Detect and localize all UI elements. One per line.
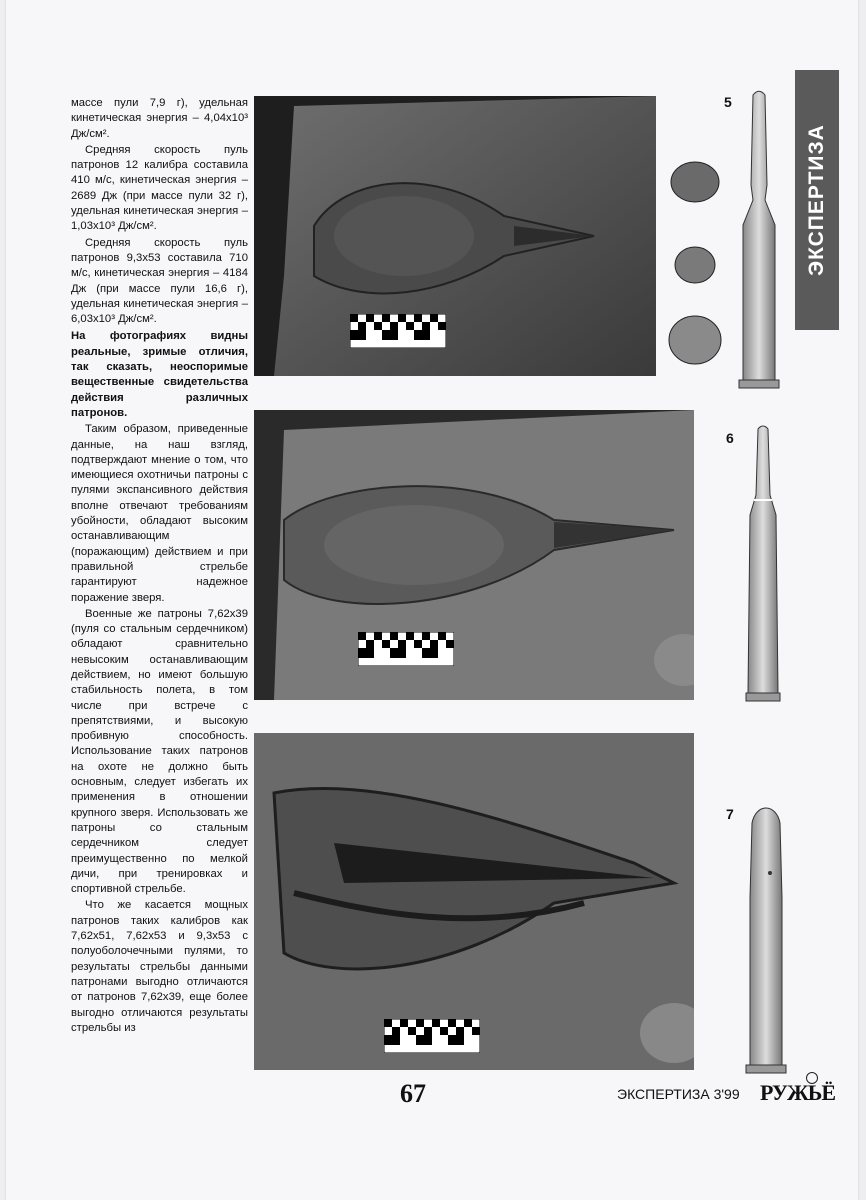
cartridge-illustration-6 [740, 425, 786, 703]
highlighted-paragraph: На фотографиях видны реальные, зримые отличия, так сказать, неоспоримые вещественные свидетельства действия различных патронов. [71, 330, 248, 419]
figure-number: 6 [726, 430, 734, 446]
section-tab [795, 70, 839, 330]
section-tab-label: ЭКСПЕРТИЗА [805, 124, 828, 276]
scale-ruler [384, 1019, 480, 1053]
article-text-column [71, 96, 248, 1036]
cartridge-illustration-7 [738, 803, 794, 1075]
figure-number: 5 [724, 94, 732, 110]
paragraph: массе пули 7,9 г), удельная кинетическая энергия – 4,04х10³ Дж/см². [71, 97, 248, 140]
paragraph: Что же касается мощных патронов таких калибров как 7,62х51, 7,62х53 и 9,3х53 с полуоболочечными пулями, то результаты стрельбы данными патронами выгодно отличаются от патронов 7,62х39, еще более выгодно отличаются результаты стрельбы из [71, 899, 248, 1034]
magazine-logo: РУЖЬЁ [760, 1080, 836, 1105]
scale-ruler [358, 632, 454, 666]
cartridge-illustration-5 [733, 90, 785, 390]
paragraph: Средняя скорость пуль патронов 12 калибра составила 410 м/с, кинетическая энергия – 2689 Дж (при массе пули 32 г), удельная кинетическая энергия – 1,03х10³ Дж/см². [71, 143, 248, 233]
magazine-issue: ЭКСПЕРТИЗА 3'99 [617, 1086, 740, 1102]
page-number: 67 [400, 1079, 426, 1108]
recovered-bullets-group [660, 160, 730, 390]
wound-channel-photo-1 [254, 96, 656, 376]
paragraph: Таким образом, приведенные данные, на наш взгляд, подтверждают мнение о том, что имеющиеся охотничьи патроны с пулями экспансивного действия вполне отвечают требованиям убойности, обладают высоким останавливающим (поражающим) действием и при правильной стрельбе гарантируют надежное поражение зверя. [71, 423, 248, 604]
paragraph: Военные же патроны 7,62х39 (пуля со стальным сердечником) обладают сравнительно невысоким останавливающим действием, но имеют большую стабильность полета, в том числе при встрече с препятствиями, и высокую пробивную способность. Использование таких патронов на охоте не должно быть основным, следует избегать их применения в отношении крупного зверя. Использовать же патроны со стальным сердечником следует преимущественно по мелкой дичи, при тренировках и спортивной стрельбе. [71, 607, 248, 896]
scale-ruler [350, 314, 446, 348]
wound-channel-photo-2 [254, 410, 694, 700]
logo-mark-icon [806, 1072, 818, 1084]
paragraph: Средняя скорость пуль патронов 9,3х53 составила 710 м/с, кинетическая энергия – 4184 Дж (при массе пули 16,6 г), удельная кинетическая энергия – 6,03х10³ Дж/см². [71, 236, 248, 326]
wound-channel-photo-3 [254, 733, 694, 1070]
figure-number: 7 [726, 806, 734, 822]
